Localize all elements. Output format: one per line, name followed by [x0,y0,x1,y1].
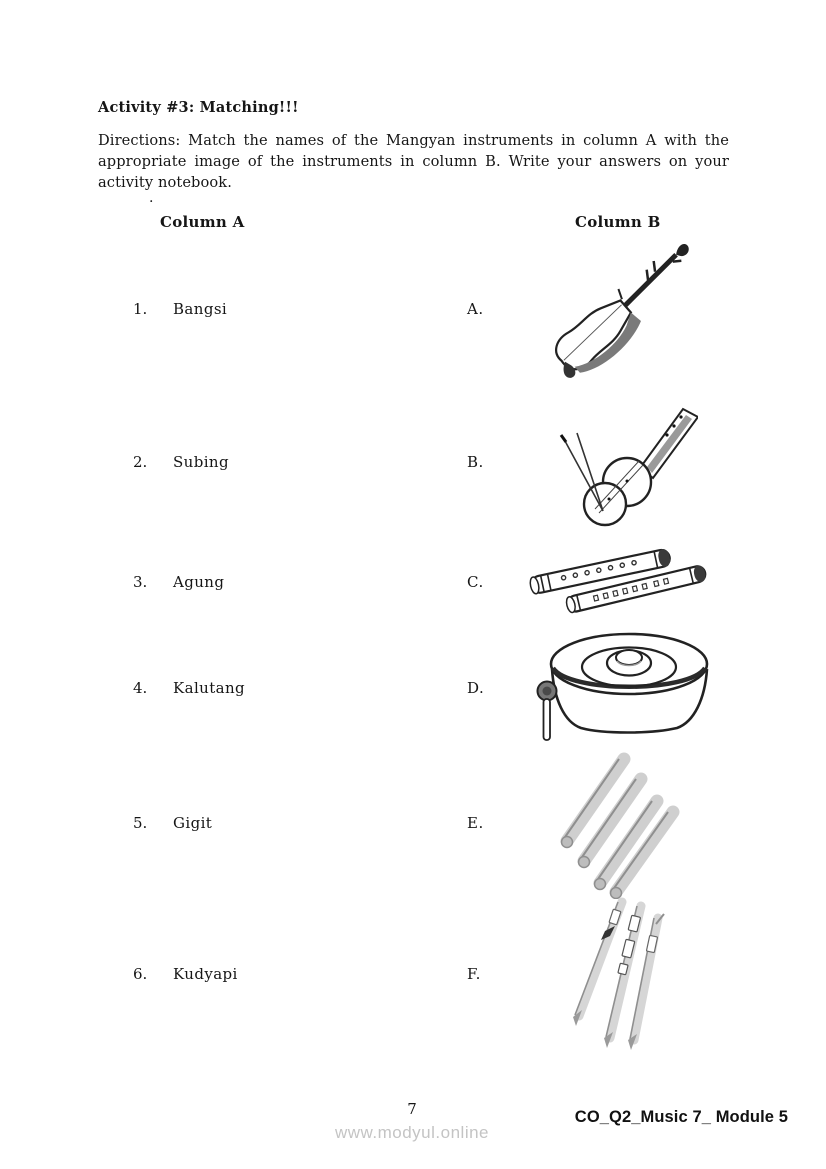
item-name: Gigit [173,814,213,832]
choice-e-image [540,752,697,899]
choice-letter-d: D. [467,679,485,697]
choice-letter-c: C. [467,573,484,591]
directions-line-1: Directions: Match the names of the Mangyan instruments in column A with the [98,132,729,149]
activity-title: Activity #3: Matching!!! [98,99,299,116]
item-row-2 [133,453,229,471]
item-row-3 [133,573,224,591]
item-name: Agung [173,573,225,591]
directions-text [98,130,729,193]
choice-d-image [533,627,711,745]
choice-a-image [537,236,701,386]
bowed-fiddle-gitgit-illustration [543,405,698,530]
choice-letter-b: B. [467,453,484,471]
item-name: Kalutang [173,679,246,697]
choice-f-image [552,896,686,1058]
four-wooden-sticks-illustration [540,752,697,899]
directions-line-2: appropriate image of the instruments in column B. Write your answers on your [98,153,729,170]
stray-dot-mark: . [149,190,154,206]
module-footer-label: CO_Q2_Music 7_ Module 5 [574,1108,788,1126]
bamboo-jaw-harps-illustration [552,896,686,1058]
item-row-6 [133,965,238,983]
item-number: 4. [133,679,148,697]
column-b-header: Column B [575,213,661,231]
watermark-text: www.modyul.online [335,1123,490,1142]
page-number: 7 [407,1100,417,1118]
item-name: Bangsi [173,300,228,318]
two-bamboo-flutes-illustration [505,543,720,625]
item-row-5 [133,814,212,832]
choice-letter-f: F. [467,965,481,983]
column-a-header: Column A [160,213,245,231]
item-number: 2. [133,453,148,471]
gong-with-mallet-illustration [533,627,711,745]
choice-letter-a: A. [467,300,484,318]
boat-lute-kudyapi-illustration [537,236,701,386]
item-number: 6. [133,965,148,983]
item-number: 5. [133,814,148,832]
item-row-4 [133,679,245,697]
choice-b-image [543,405,698,530]
item-number: 1. [133,300,148,318]
item-number: 3. [133,573,148,591]
choice-letter-e: E. [467,814,484,832]
item-name: Subing [173,453,229,471]
item-name: Kudyapi [173,965,238,983]
directions-line-3: activity notebook. [98,174,232,191]
item-row-1 [133,300,227,318]
choice-c-image [505,543,720,625]
